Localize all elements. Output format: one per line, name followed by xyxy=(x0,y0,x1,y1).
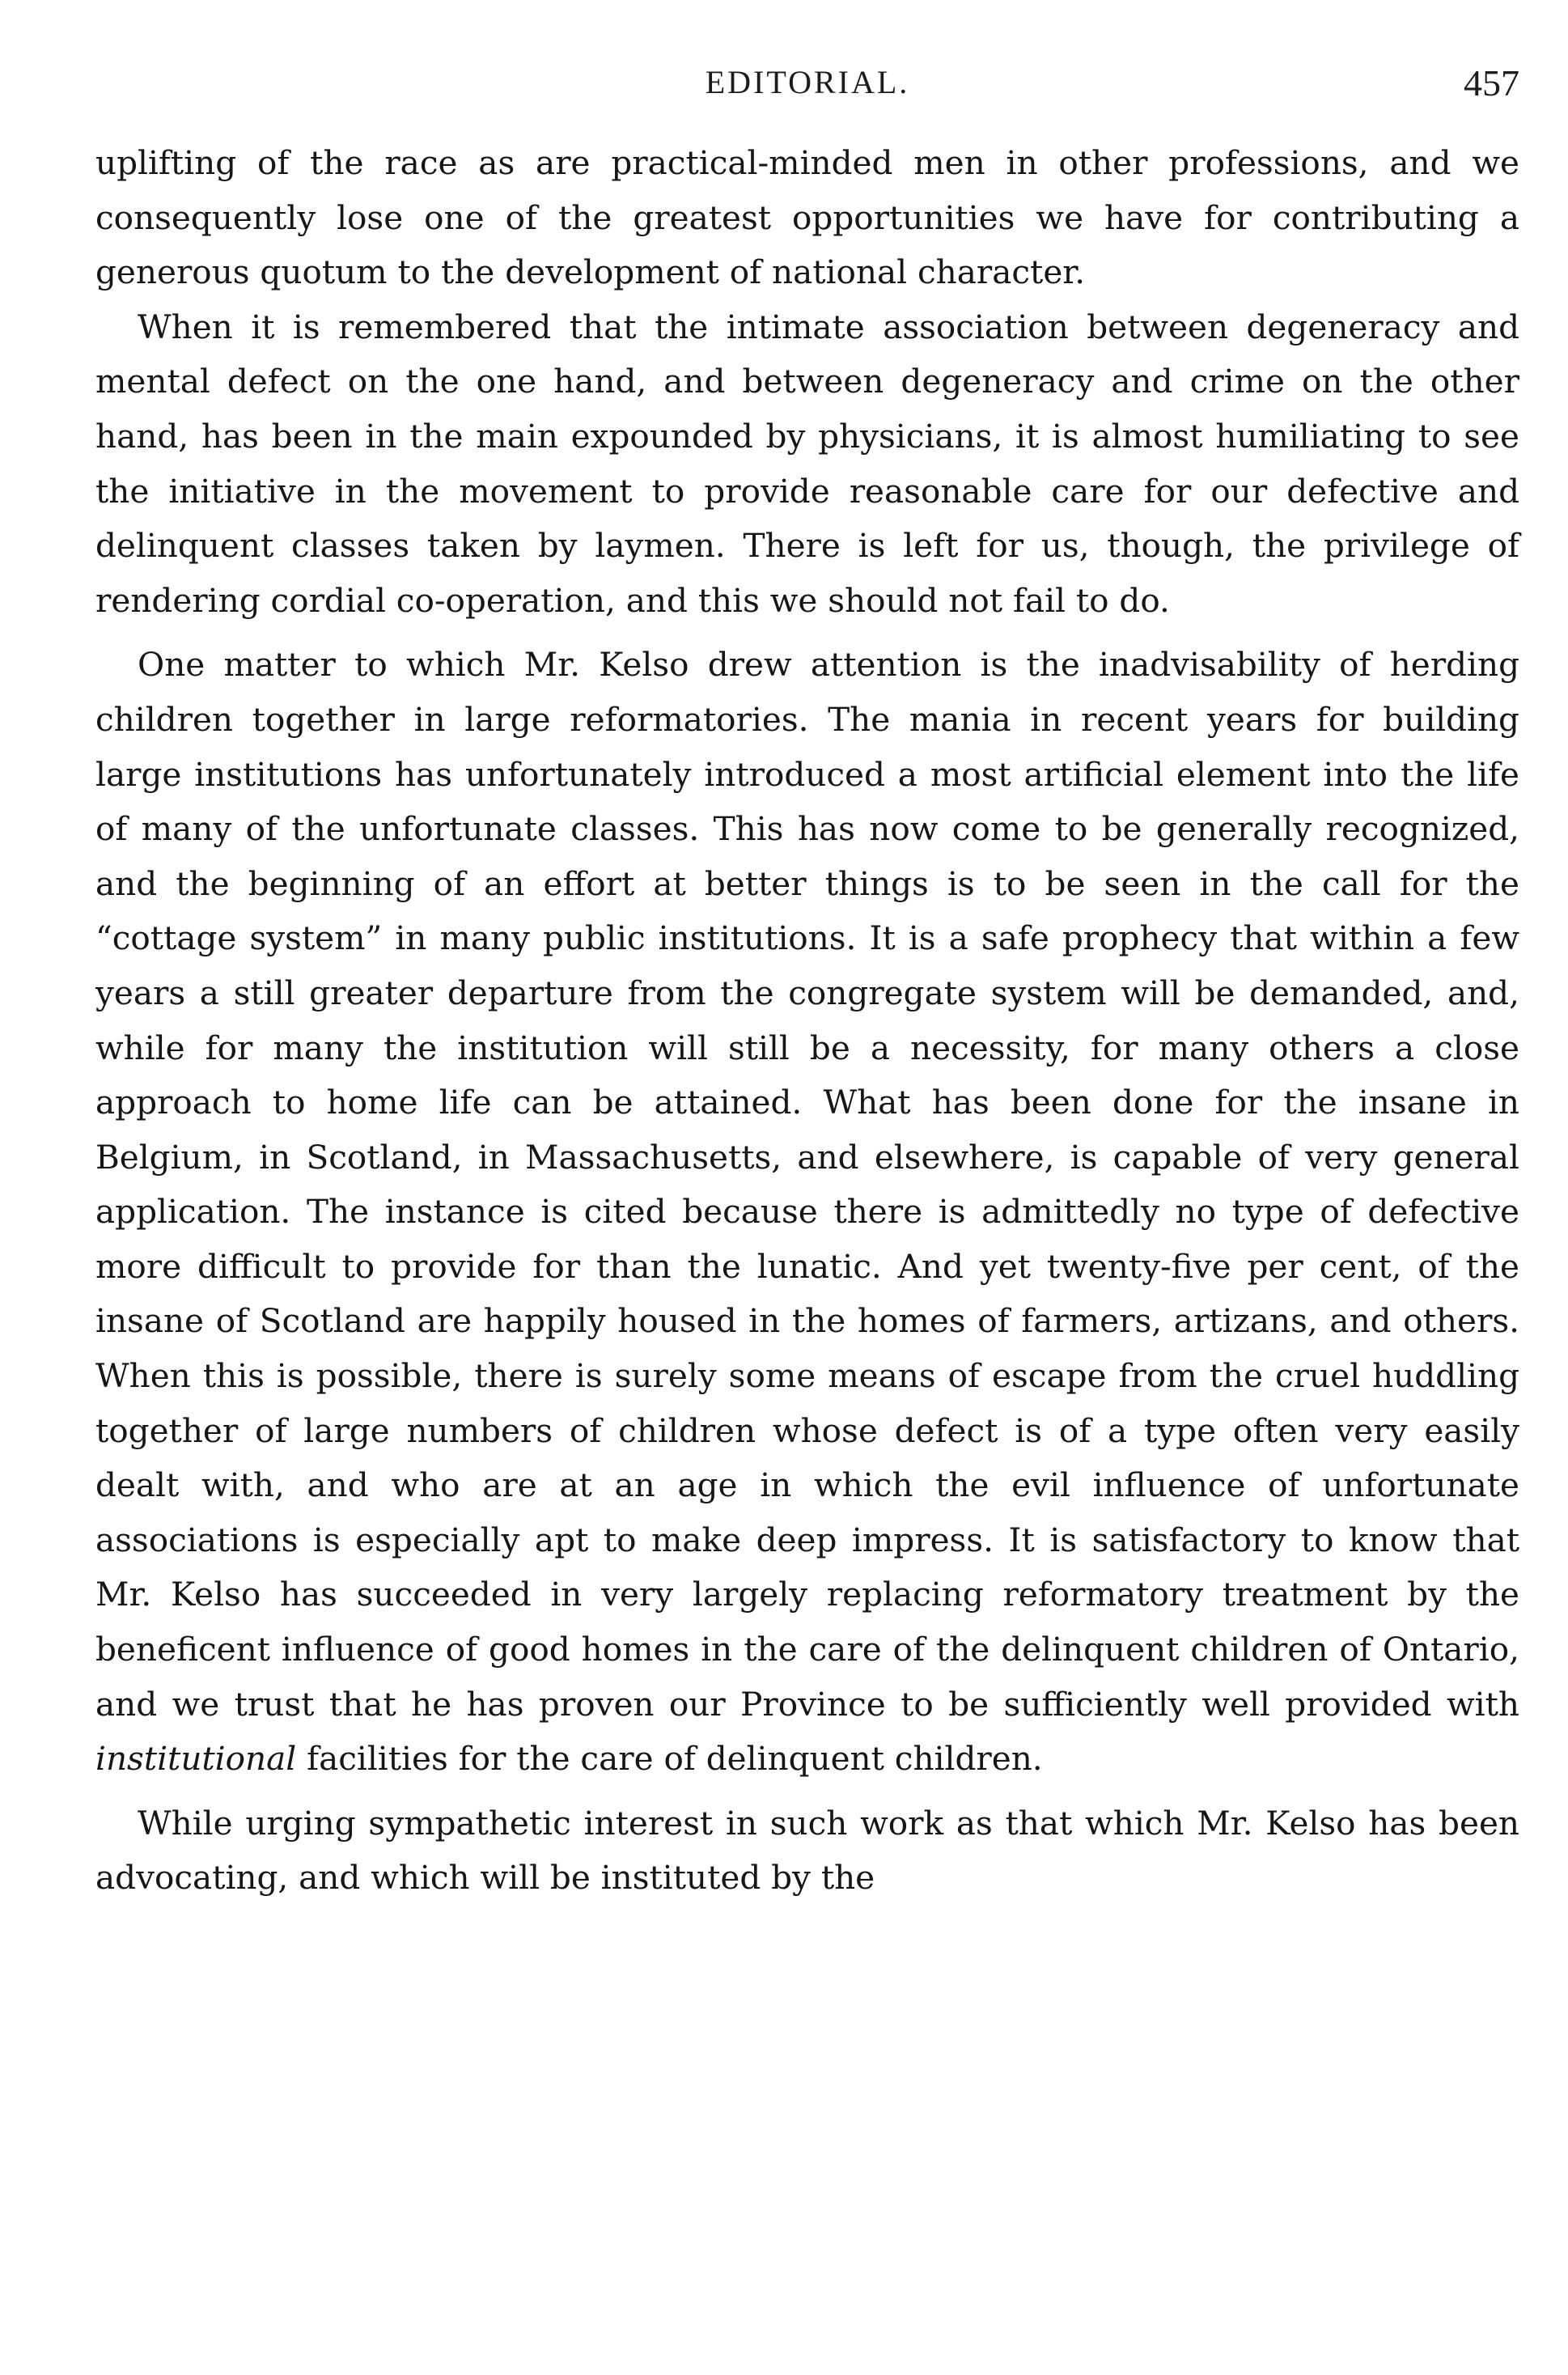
running-title: EDITORIAL. xyxy=(705,64,910,100)
paragraph-3-text: One matter to which Mr. Kelso drew attention is the inadvisability of herding children together in large reformatories. The mania in recent years for building large institutions has unfortunately introduced a most artificial element into the life of many of the unfortunate classes. This has now come to be generally recognized, and the beginning of an effort at better things is to be seen in the call for the “cottage system” in many public institutions. It is a safe prophecy that within a few years a still greater departure from the congregate system will be demanded, and, while for many the institution will still be a necessity, for many others a close approach to home life can be attained. What has been done for the insane in Belgium, in Scotland, in Massachusetts, and elsewhere, is capable of very general application. The instance is cited because there is admittedly no type of defective more difficult to provide for than the lunatic. And yet twenty-five per cent, of the insane of Scotland are happily housed in the homes of farmers, artizans, and others. When this is possible, there is surely some means of escape from the cruel huddling together of large numbers of children whose defect is of a type often very easily dealt with, and who are at an age in which the evil influence of unfortunate associations is especially apt to make deep impress. It is satisfactory to know that Mr. Kelso has succeeded in very largely replacing reformatory treatment by the beneficent influence of good homes in the care of the delinquent children of Ontario, and we trust that he has proven our Province to be sufficiently well provided with xyxy=(95,645,1519,1724)
body-text xyxy=(95,136,1519,1906)
italic-word: institutional xyxy=(95,1739,297,1779)
page-number: 457 xyxy=(1464,62,1519,104)
paragraph-3 xyxy=(95,638,1519,1786)
paragraph-2: When it is remembered that the intimate association between degeneracy and mental defect on the one hand, and between degeneracy and crime on the other hand, has been in the main expounded by physicians, it is almost humiliating to see the initiative in the movement to provide reasonable care for our defective and delinquent classes taken by laymen. There is left for us, though, the privilege of rendering cordial co-operation, and this we should not fail to do. xyxy=(95,307,1519,620)
paragraph-1: uplifting of the race as are practical-minded men in other professions, and we consequently lose one of the greatest opportunities we have for contributing a generous quotum to the development of national character. xyxy=(95,143,1519,292)
paragraph-4: While urging sympathetic interest in such work as that which Mr. Kelso has been advocating, and which will be instituted by the xyxy=(95,1803,1519,1898)
paragraph-3-ending: facilities for the care of delinquent children. xyxy=(296,1739,1043,1779)
running-head xyxy=(95,63,1519,112)
